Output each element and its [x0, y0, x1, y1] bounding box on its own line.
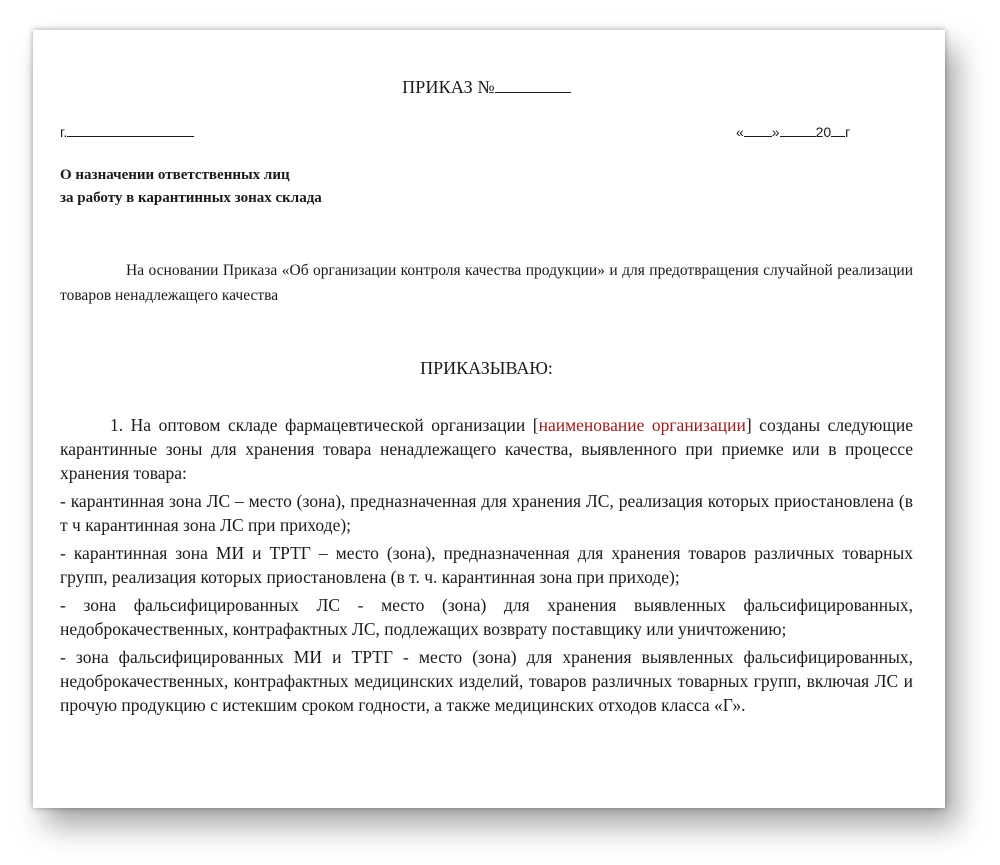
subject-line-2: за работу в карантинных зонах склада — [60, 190, 322, 206]
order-title-text: ПРИКАЗ № — [402, 77, 495, 97]
zone-list-item: - карантинная зона МИ и ТРТГ – место (зона), предназначенная для хранения товаров различных товарных групп, реализация которых приостановлена (в т. ч. карантинная зона при приходе); — [60, 543, 913, 587]
date-open-quote: « — [736, 124, 744, 140]
order-subject — [60, 164, 322, 210]
order-title — [60, 77, 913, 98]
date-line — [736, 123, 850, 140]
order-points — [60, 413, 913, 721]
organization-name-placeholder: наименование организации — [538, 415, 746, 435]
year-blank — [831, 123, 845, 137]
city-prefix: г. — [60, 124, 68, 140]
month-blank — [780, 123, 816, 137]
day-blank — [744, 123, 772, 137]
city-blank — [67, 123, 194, 137]
city-line — [60, 123, 194, 140]
point-1-intro: 1. На оптовом складе фармацевтической организации [ — [110, 415, 539, 435]
point-1-rest: ] созданы следующие карантинные зоны для хранения товара ненадлежащего качества, выявленного при приемке или в процессе хранения товара: — [60, 415, 913, 483]
subject-line-1: О назначении ответственных лиц — [60, 167, 290, 183]
zone-list-item: - карантинная зона ЛС – место (зона), предназначенная для хранения ЛС, реализация которых приостановлена (в т ч карантинная зона ЛС при приходе); — [60, 491, 913, 535]
document-page — [33, 30, 945, 808]
zone-list-item: - зона фальсифицированных МИ и ТРТГ - место (зона) для хранения выявленных фальсифицированных, недоброкачественных, контрафактных медицинских изделий, товаров различных товарных групп, включая ЛС и прочую продукцию с истекшим сроком годности, а также медицинских отходов класса «Г». — [60, 647, 913, 715]
order-number-blank — [495, 78, 571, 93]
point-1-paragraph — [60, 413, 913, 485]
basis-paragraph: На основании Приказа «Об организации контроля качества продукции» и для предотвращения случайной реализации товаров ненадлежащего качества — [60, 262, 913, 304]
year-suffix: г — [845, 124, 851, 140]
year-prefix: 20 — [815, 124, 832, 140]
command-heading: ПРИКАЗЫВАЮ: — [420, 358, 553, 378]
date-close-quote: » — [771, 124, 780, 140]
zone-list-item: - зона фальсифицированных ЛС - место (зона) для хранения выявленных фальсифицированных, недоброкачественных, контрафактных ЛС, подлежащих возврату поставщику или уничтожению; — [60, 595, 913, 639]
